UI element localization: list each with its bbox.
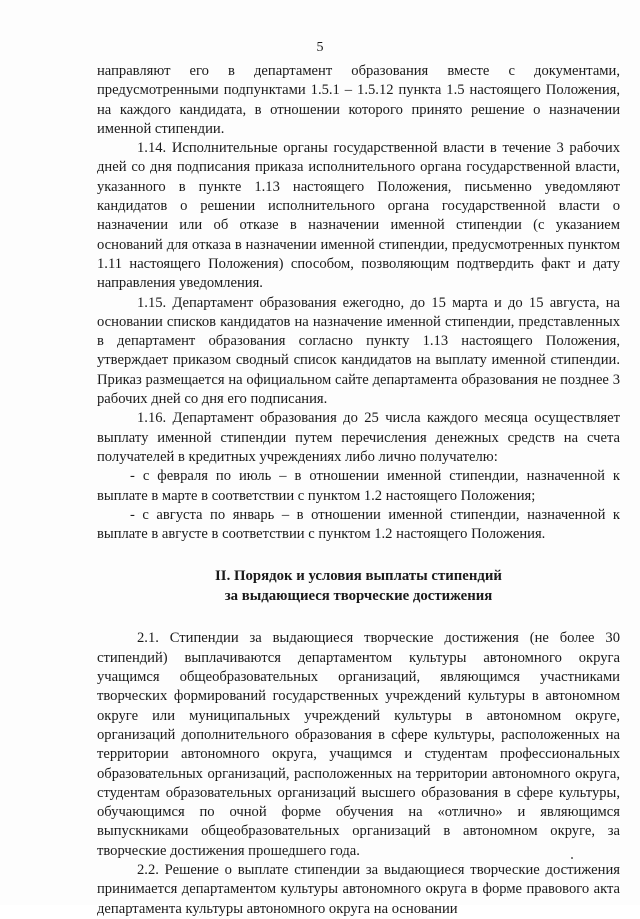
page-number: 5 (316, 40, 324, 55)
list-item-aug-jan: - с августа по январь – в отношении именной стипендии, назначенной к выплате в августе в соответствии с пунктом 1.2 настоящего Положения. (97, 506, 620, 543)
scan-speck (571, 857, 573, 859)
paragraph-1-16: 1.16. Департамент образования до 25 числа каждого месяца осуществляет выплату именной стипендии путем перечисления денежных средств на счета получателей в кредитных учреждениях либо лично получателю: (97, 410, 620, 465)
paragraph-2-2: 2.2. Решение о выплате стипендии за выдающиеся творческие достижения принимается департаментом культуры автономного округа в форме правового акта департамента культуры автономного округа на основании (97, 861, 620, 917)
section-heading-line-2: за выдающиеся творческие достижения (224, 587, 493, 604)
paragraph-continuation: направляют его в департамент образования вместе с документами, предусмотренными подпунктами 1.5.1 – 1.5.12 пункта 1.5 настоящего Положения, на каждого кандидата, в отношении которого принято решение о назначении именной стипендии. (97, 63, 620, 137)
section-heading-line-1: II. Порядок и условия выплаты стипендий (215, 568, 502, 585)
paragraph-2-1: 2.1. Стипендии за выдающиеся творческие достижения (не более 30 стипендий) выплачиваются департаментом культуры автономного округа учащимся общеобразовательных организаций, являющимся участниками творческих формирований государственных учреждений культуры в автономном округе или муниципальных учреждений культуры в автономном округе, организаций дополнительного образования в сфере культуры, расположенных на территории автономного округа, учащимся и студентам профессиональных образовательных организаций, расположенных на территории автономного округа, студентам образовательных организаций высшего образования в сфере культуры, обучающимся по очной форме обучения на «отлично» и являющимся выпускниками общеобразовательных организаций в автономном округе, за творческие достижения прошедшего года. (97, 630, 620, 859)
paragraph-1-14: 1.14. Исполнительные органы государственной власти в течение 3 рабочих дней со дня подписания приказа исполнительного органа государственной власти, указанного в пункте 1.13 настоящего Положения, письменно уведомляют кандидатов о решении исполнительного органа государственной власти о назначении или об отказе в назначении именной стипендии (с указанием оснований для отказа в назначении именной стипендии, предусмотренных пунктом 1.11 настоящего Положения) способом, позволяющим подтвердить факт и дату направления уведомления. (97, 140, 620, 292)
document-body (97, 62, 620, 919)
paragraph-1-15: 1.15. Департамент образования ежегодно, до 15 марта и до 15 августа, на основании списков кандидатов на назначение именной стипендии, представленных в департамент образования согласно пункту 1.13 настоящего Положения, утверждает приказом сводный список кандидатов на выплату именной стипендии. Приказ размещается на официальном сайте департамента образования не позднее 3 рабочих дней со дня его подписания. (97, 294, 620, 408)
section-heading (97, 567, 620, 606)
list-item-feb-jul: - с февраля по июль – в отношении именной стипендии, назначенной к выплате в марте в соответствии с пунктом 1.2 настоящего Положения; (97, 468, 620, 504)
